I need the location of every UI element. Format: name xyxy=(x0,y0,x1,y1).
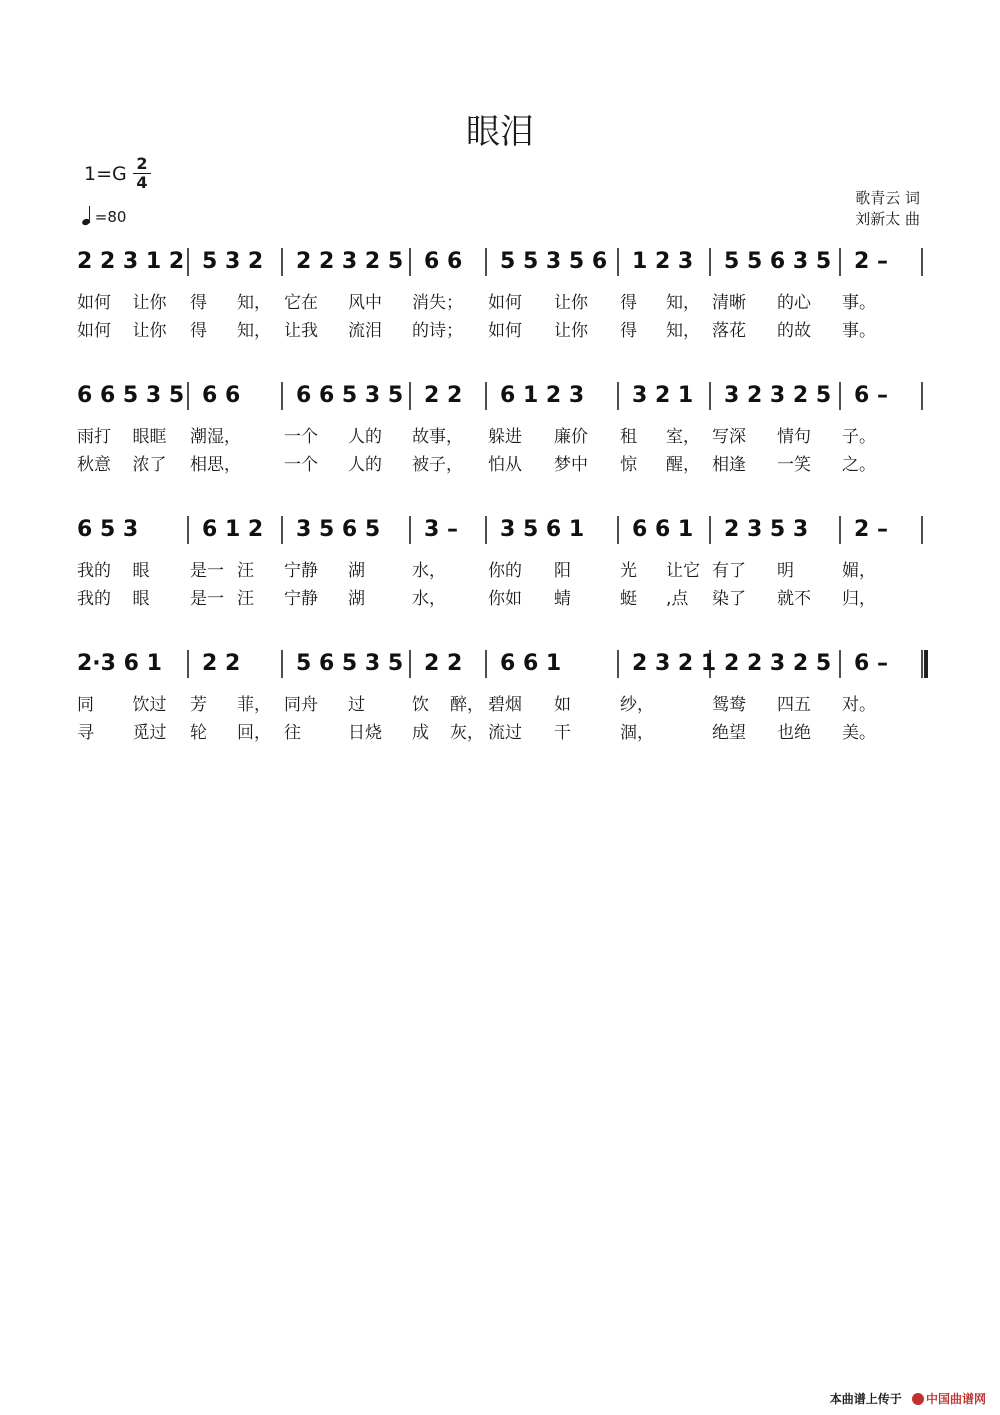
lyric-verse2-syllable: 流过 xyxy=(488,723,522,743)
note-group: 6 – xyxy=(854,383,888,408)
lyric-verse2-syllable: 灰， xyxy=(450,723,484,743)
note-group: 6 5 3 xyxy=(77,517,139,542)
site-brand-label: 中国曲谱网 xyxy=(925,1392,986,1406)
lyric-verse1-syllable: 它在 xyxy=(284,293,318,313)
lyric-verse2-syllable: ,点 xyxy=(666,589,689,609)
lyric-verse2-syllable: 轮 xyxy=(190,723,207,743)
note-group: 3 2 3 2 5 xyxy=(724,383,832,408)
time-signature-numerator: 2 xyxy=(133,155,151,174)
lyric-verse1-syllable: 雨打 xyxy=(77,427,111,447)
lyric-verse1-syllable: 一个 xyxy=(284,427,318,447)
lyric-verse1-syllable: 纱， xyxy=(620,695,654,715)
lyric-verse1-syllable: 我的 xyxy=(77,561,111,581)
lyric-verse1-syllable: 让你 xyxy=(132,293,167,313)
lyric-verse2-syllable: 也绝 xyxy=(777,723,811,743)
lyric-verse2-syllable: 是一 xyxy=(190,589,224,609)
note-group: 3 – xyxy=(424,517,458,542)
lyric-verse2-syllable: 之。 xyxy=(842,455,876,475)
note-group: 6 6 5 3 5 xyxy=(296,383,404,408)
note-group: 6 6 xyxy=(424,249,463,274)
lyric-verse2-syllable: 绝望 xyxy=(712,723,746,743)
note-group: 2 3 5 3 xyxy=(724,517,809,542)
note-group: 3 2 1 xyxy=(632,383,694,408)
lyric-verse1-syllable: 明 xyxy=(777,561,794,581)
lyric-verse2-syllable: 流泪 xyxy=(348,321,382,341)
lyric-verse1-syllable: 如何 xyxy=(77,293,111,313)
lyric-verse2-syllable: 眼 xyxy=(132,589,150,609)
lyric-verse2-syllable: 事。 xyxy=(842,321,876,341)
note-group: 6 – xyxy=(854,651,888,676)
note-group: 5 3 2 xyxy=(202,249,264,274)
lyric-verse1-syllable: 饮过 xyxy=(132,695,167,715)
lyric-verse2-syllable: 相逢 xyxy=(712,455,746,475)
lyric-verse2-syllable: 浓了 xyxy=(132,455,167,475)
lyric-verse1-syllable: 芳 xyxy=(190,695,207,715)
note-group: 2 – xyxy=(854,249,888,274)
lyric-verse2-syllable: 湖 xyxy=(348,589,365,609)
lyric-verse1-syllable: 四五 xyxy=(777,695,811,715)
lyric-verse1-syllable: 知， xyxy=(237,293,271,313)
lyric-verse1-syllable: 消失； xyxy=(412,293,463,313)
note-group: 6 1 2 xyxy=(202,517,264,542)
lyric-verse2-syllable: 归， xyxy=(842,589,876,609)
lyric-verse1-syllable: 躲进 xyxy=(488,427,522,447)
lyric-verse2-syllable: 人的 xyxy=(348,455,382,475)
lyric-verse1-syllable: 写深 xyxy=(712,427,746,447)
lyric-verse1-syllable: 光 xyxy=(620,561,637,581)
lyric-verse1-syllable: 风中 xyxy=(348,293,382,313)
lyric-verse2-syllable: 得 xyxy=(190,321,207,341)
note-group: 2 2 xyxy=(424,383,463,408)
lyric-verse2-syllable: 相思， xyxy=(190,455,241,475)
lyric-verse1-syllable: 对。 xyxy=(842,695,876,715)
lyric-verse1-syllable: 同 xyxy=(77,695,94,715)
lyric-verse2-syllable: 秋意 xyxy=(77,455,111,475)
note-group: 6 6 xyxy=(202,383,241,408)
note-group: 2·3 6 1 xyxy=(77,651,162,676)
lyric-verse2-syllable: 醒， xyxy=(666,455,700,475)
lyric-verse1-syllable: 租 xyxy=(620,427,637,447)
note-group: 2 2 3 2 5 xyxy=(296,249,404,274)
page-title: 眼泪 xyxy=(466,112,534,152)
note-group: 1 2 3 xyxy=(632,249,694,274)
lyric-verse2-syllable: 的诗； xyxy=(412,321,463,341)
lyric-verse1-syllable: 如何 xyxy=(488,293,522,313)
note-group: 2 – xyxy=(854,517,888,542)
lyric-verse1-syllable: 情句 xyxy=(777,427,811,447)
lyric-verse1-syllable: 水， xyxy=(412,561,446,581)
note-group: 5 5 6 3 5 xyxy=(724,249,832,274)
lyric-verse2-syllable: 就不 xyxy=(777,589,811,609)
lyric-verse1-syllable: 清晰 xyxy=(712,293,746,313)
composer-credit: 刘新太 曲 xyxy=(855,210,920,228)
note-group: 2 3 2 1 xyxy=(632,651,717,676)
lyric-verse1-syllable: 宁静 xyxy=(284,561,318,581)
lyric-verse1-syllable: 媚， xyxy=(842,561,876,581)
lyric-verse2-syllable: 知， xyxy=(666,321,700,341)
lyric-verse2-syllable: 你如 xyxy=(488,589,522,609)
lyric-verse1-syllable: 子。 xyxy=(842,427,876,447)
lyric-verse1-syllable: 醉， xyxy=(450,695,484,715)
lyric-verse1-syllable: 廉价 xyxy=(554,427,588,447)
lyric-verse2-syllable: 如何 xyxy=(77,321,111,341)
footer-uploaded-text: 本曲谱上传于 xyxy=(829,1392,902,1406)
lyric-verse1-syllable: 你的 xyxy=(488,561,522,581)
note-group: 3 5 6 5 xyxy=(296,517,381,542)
lyric-verse1-syllable: 同舟 xyxy=(284,695,318,715)
lyric-verse2-syllable: 知， xyxy=(237,321,271,341)
lyric-verse1-syllable: 眼 xyxy=(132,561,150,581)
lyric-verse2-syllable: 的故 xyxy=(777,321,811,341)
lyric-verse2-syllable: 让你 xyxy=(132,321,167,341)
lyric-verse2-syllable: 美。 xyxy=(842,723,876,743)
site-brand xyxy=(912,1392,986,1406)
lyric-verse1-syllable: 故事， xyxy=(412,427,463,447)
lyric-verse1-syllable: 饮 xyxy=(412,695,429,715)
note-group: 6 1 2 3 xyxy=(500,383,585,408)
lyric-verse1-syllable: 事。 xyxy=(842,293,876,313)
note-group: 2 2 3 1 2 xyxy=(77,249,185,274)
note-group: 2 2 xyxy=(202,651,241,676)
lyric-verse1-syllable: 有了 xyxy=(712,561,746,581)
lyric-verse2-syllable: 怕从 xyxy=(488,455,522,475)
time-signature-denominator: 4 xyxy=(136,173,148,192)
lyric-verse1-syllable: 潮湿， xyxy=(190,427,241,447)
lyric-verse2-syllable: 汪 xyxy=(237,589,254,609)
lyric-verse2-syllable: 干 xyxy=(554,723,571,743)
lyric-verse2-syllable: 得 xyxy=(620,321,637,341)
lyric-verse2-syllable: 回， xyxy=(237,723,271,743)
lyric-verse1-syllable: 室， xyxy=(666,427,700,447)
lyric-verse1-syllable: 阳 xyxy=(554,561,571,581)
lyric-verse2-syllable: 染了 xyxy=(712,589,746,609)
lyric-verse1-syllable: 知， xyxy=(666,293,700,313)
note-group: 5 5 3 5 6 xyxy=(500,249,608,274)
note-group: 6 6 1 xyxy=(632,517,694,542)
lyric-verse2-syllable: 涸， xyxy=(620,723,654,743)
note-group: 5 6 5 3 5 xyxy=(296,651,404,676)
footer-credit xyxy=(830,1390,986,1407)
lyric-verse1-syllable: 得 xyxy=(190,293,207,313)
lyric-verse2-syllable: 往 xyxy=(284,723,301,743)
key-signature: 1=G xyxy=(84,163,127,185)
lyric-verse2-syllable: 落花 xyxy=(712,321,746,341)
note-group: 3 5 6 1 xyxy=(500,517,585,542)
lyric-verse2-syllable: 惊 xyxy=(620,455,637,475)
site-logo-icon xyxy=(912,1393,924,1405)
lyric-verse1-syllable: 让它 xyxy=(666,561,700,581)
lyric-verse2-syllable: 一笑 xyxy=(777,455,811,475)
lyric-verse1-syllable: 让你 xyxy=(554,293,588,313)
lyric-verse2-syllable: 一个 xyxy=(284,455,318,475)
lyric-verse2-syllable: 蜓 xyxy=(620,589,637,609)
lyric-verse2-syllable: 我的 xyxy=(77,589,111,609)
lyric-verse1-syllable: 人的 xyxy=(348,427,382,447)
lyric-verse2-syllable: 蜻 xyxy=(554,589,571,609)
lyric-verse1-syllable: 碧烟 xyxy=(488,695,522,715)
lyric-verse2-syllable: 让你 xyxy=(554,321,588,341)
lyric-verse2-syllable: 水， xyxy=(412,589,446,609)
lyric-verse1-syllable: 过 xyxy=(348,695,365,715)
tempo-value: =80 xyxy=(94,208,127,226)
lyric-verse2-syllable: 寻 xyxy=(77,723,94,743)
lyric-verse1-syllable: 鸳鸯 xyxy=(712,695,746,715)
lyric-verse1-syllable: 湖 xyxy=(348,561,365,581)
lyric-verse2-syllable: 成 xyxy=(412,723,429,743)
lyric-verse1-syllable: 是一 xyxy=(190,561,224,581)
lyric-verse1-syllable: 得 xyxy=(620,293,637,313)
lyric-verse1-syllable: 菲， xyxy=(237,695,271,715)
note-group: 2 2 3 2 5 xyxy=(724,651,832,676)
note-group: 6 6 5 3 5 xyxy=(77,383,185,408)
lyric-verse2-syllable: 梦中 xyxy=(554,455,588,475)
lyric-verse2-syllable: 宁静 xyxy=(284,589,318,609)
lyric-verse1-syllable: 的心 xyxy=(777,293,811,313)
lyric-verse1-syllable: 如 xyxy=(554,695,571,715)
lyric-verse1-syllable: 汪 xyxy=(237,561,254,581)
lyric-verse2-syllable: 被子， xyxy=(412,455,463,475)
lyric-verse1-syllable: 眼眶 xyxy=(132,427,167,447)
note-group: 2 2 xyxy=(424,651,463,676)
note-group: 6 6 1 xyxy=(500,651,562,676)
lyric-verse2-syllable: 觅过 xyxy=(132,723,167,743)
lyric-verse2-syllable: 日烧 xyxy=(348,723,382,743)
lyric-verse2-syllable: 如何 xyxy=(488,321,522,341)
lyric-verse2-syllable: 让我 xyxy=(284,321,318,341)
lyricist-credit: 歌青云 词 xyxy=(855,189,920,207)
